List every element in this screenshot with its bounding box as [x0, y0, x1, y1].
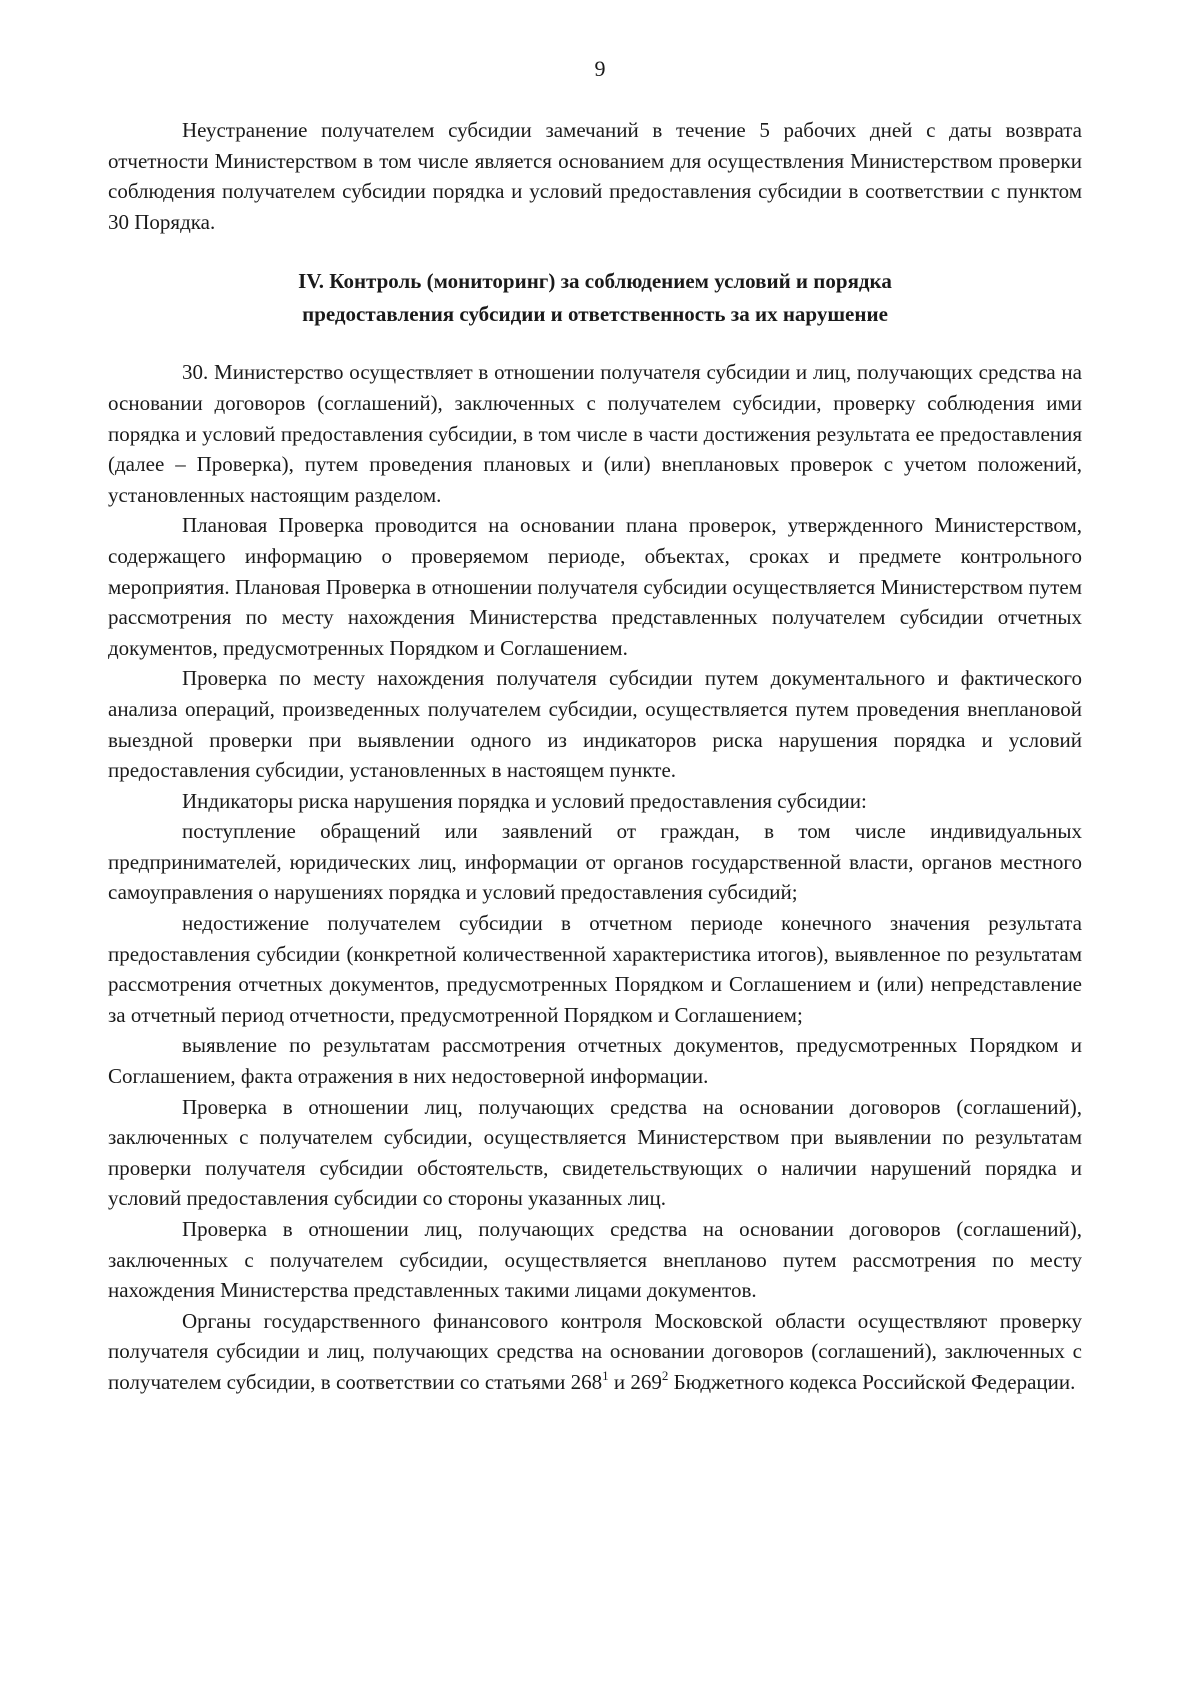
document-body	[108, 115, 1082, 1398]
paragraph-risk-indicators-intro: Индикаторы риска нарушения порядка и условий предоставления субсидии:	[182, 788, 867, 813]
final-text-middle: и 269	[608, 1369, 662, 1394]
paragraph-onsite-check: Проверка по месту нахождения получателя субсидии путем документального и фактического анализа операций, произведенных получателем субсидии, осуществляется путем проведения внеплановой выездной проверки при выявлении одного из индикаторов риска нарушения порядка и условий предоставления субсидии, установленных в настоящем пункте.	[108, 666, 1082, 783]
section-heading-line-2: предоставления субсидии и ответственность за их нарушение	[302, 302, 888, 327]
paragraph-planned-check: Плановая Проверка проводится на основании плана проверок, утвержденного Министерством, содержащего информацию о проверяемом периоде, объектах, сроках и предмете контрольного мероприятия. Плановая Проверка в отношении получателя субсидии осуществляется Министерством путем рассмотрения по месту нахождения Министерства представленных получателем субсидии отчетных документов, предусмотренных Порядком и Соглашением.	[108, 513, 1082, 660]
section-heading	[108, 265, 1082, 331]
paragraph-risk-indicator-false-info: выявление по результатам рассмотрения отчетных документов, предусмотренных Порядком и Соглашением, факта отражения в них недостоверной информации.	[108, 1033, 1082, 1089]
page-number: 9	[594, 56, 606, 81]
intro-paragraph: Неустранение получателем субсидии замечаний в течение 5 рабочих дней с даты возврата отчетности Министерством в том числе является основанием для осуществления Министерством проверки соблюдения получателем субсидии порядка и условий предоставления субсидии в соответствии с пунктом 30 Порядка.	[108, 118, 1082, 234]
paragraph-third-party-unplanned: Проверка в отношении лиц, получающих средства на основании договоров (соглашений), заключенных с получателем субсидии, осуществляется внепланово путем рассмотрения по месту нахождения Министерства представленных такими лицами документов.	[108, 1217, 1082, 1303]
superscript-2: 2	[661, 1367, 669, 1383]
section-heading-line-1: IV. Контроль (мониторинг) за соблюдением условий и порядка	[298, 269, 892, 294]
paragraph-risk-indicator-appeals: поступление обращений или заявлений от граждан, в том числе индивидуальных предпринимателей, юридических лиц, информации от органов государственной власти, органов местного самоуправления о нарушениях порядка и условий предоставления субсидий;	[108, 819, 1082, 905]
paragraph-30: 30. Министерство осуществляет в отношении получателя субсидии и лиц, получающих средства на основании договоров (соглашений), заключенных с получателем субсидии, проверку соблюдения ими порядка и условий предоставления субсидии, в том числе в части достижения результата ее предоставления (далее – Проверка), путем проведения плановых и (или) внеплановых проверок с учетом положений, установленных настоящим разделом.	[108, 360, 1082, 507]
final-text-before: Органы государственного финансового контроля Московской области осуществляют проверку получателя субсидии и лиц, получающих средства на основании договоров (соглашений), заключенных с получателем субсидии, в соответствии со статьями 268	[108, 1308, 1082, 1394]
paragraph-state-financial-control	[108, 1306, 1082, 1398]
final-text-after: Бюджетного кодекса Российской Федерации.	[668, 1369, 1076, 1394]
paragraph-third-party-check: Проверка в отношении лиц, получающих средства на основании договоров (соглашений), заключенных с получателем субсидии, осуществляется Министерством при выявлении по результатам проверки получателя субсидии обстоятельств, свидетельствующих о наличии нарушений порядка и условий предоставления субсидии со стороны указанных лиц.	[108, 1094, 1082, 1211]
superscript-1: 1	[602, 1367, 609, 1383]
paragraph-risk-indicator-result: недостижение получателем субсидии в отчетном периоде конечного значения результата предоставления субсидии (конкретной количественной характеристика итогов), выявленное по результатам рассмотрения отчетных документов, предусмотренных Порядком и Соглашением и (или) непредставление за отчетный период отчетности, предусмотренной Порядком и Соглашением;	[108, 911, 1082, 1027]
